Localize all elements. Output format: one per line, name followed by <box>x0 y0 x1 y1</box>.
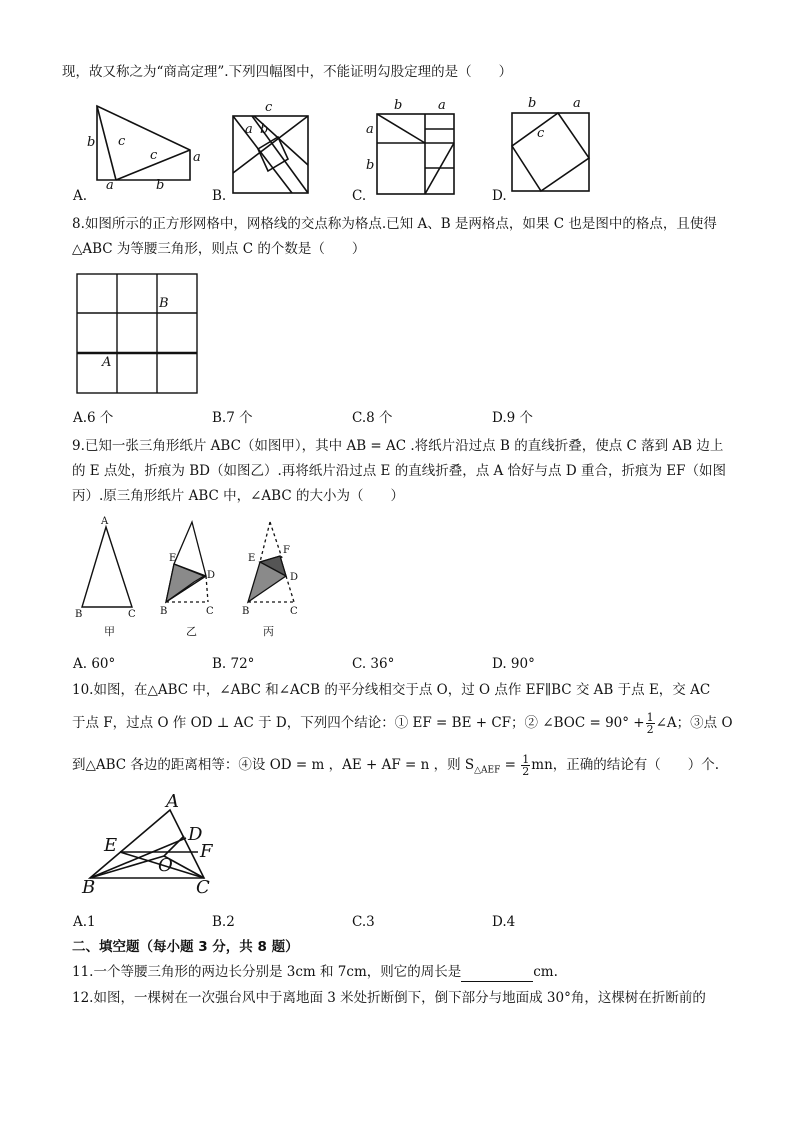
q8-option-b[interactable]: B.7 个 <box>212 410 253 426</box>
q7-option-a[interactable]: A. <box>73 188 88 204</box>
q9-fig3-f: F <box>283 545 290 556</box>
fig-d-label-c: c <box>537 126 545 141</box>
fig-a-label-c2: c <box>150 148 158 163</box>
fig-c-label-a2: a <box>366 122 374 137</box>
fig-b-label-b: b <box>260 122 269 137</box>
fig-c-label-b: b <box>394 98 403 113</box>
q9-fig1-caption: 甲 <box>104 625 115 638</box>
fig-c-label-b2: b <box>366 158 375 173</box>
q7-figure-d <box>511 112 593 194</box>
q9-fig2-e: E <box>169 553 177 564</box>
q9-option-d[interactable]: D. 90° <box>492 656 535 672</box>
q9-fig1-c: C <box>128 609 136 620</box>
q9-fig3-d: D <box>290 572 299 583</box>
q10-line-3: 到△ABC 各边的距离相等：④设 OD = m ，AE + AF = n ，则 $S_{\triangle AEF}$ = $\frac{1}{2}$ mn，正确的结论有（ ）个. <box>72 753 720 778</box>
q10-label-f: F <box>200 841 213 862</box>
q7-intro: 现，故又称之为“商高定理”.下列四幅图中，不能证明勾股定理的是（ ） <box>62 64 513 80</box>
q8-grid-figure <box>76 273 200 395</box>
q10-label-e: E <box>104 835 118 856</box>
q8-option-a[interactable]: A.6 个 <box>73 410 114 426</box>
q9-line-3: 丙）.原三角形纸片 ABC 中，∠ABC 的大小为（ ） <box>72 488 404 504</box>
q9-fig3-b: B <box>242 606 250 617</box>
q10-label-b: B <box>82 877 96 898</box>
fig-a-label-b: b <box>87 135 96 150</box>
q9-fig2-c: C <box>206 606 214 617</box>
fig-c-label-a: a <box>438 98 446 113</box>
fig-a-label-a1: a <box>193 150 201 165</box>
q9-fig3-c: C <box>290 606 298 617</box>
q11-answer-blank[interactable] <box>461 967 533 982</box>
fig-d-label-b: b <box>528 96 537 111</box>
q9-fig3-caption: 丙 <box>263 625 274 638</box>
q9-option-a[interactable]: A. 60° <box>73 656 116 672</box>
q9-line-1: 9.已知一张三角形纸片 ABC（如图甲），其中 AB = AC .将纸片沿过点 B 的直线折叠，使点 C 落到 AB 边上 <box>72 438 724 454</box>
fig-a-label-c1: c <box>118 134 126 149</box>
q10-option-d[interactable]: D.4 <box>492 914 516 930</box>
q10-label-c: C <box>196 877 210 898</box>
q10-option-b[interactable]: B.2 <box>212 914 235 930</box>
q10-line-2: 于点 F，过点 O 作 OD ⊥ AC 于 D，下列四个结论：① EF = BE + CF；② ∠BOC = 90° + $\frac{1}{2}$ ∠A；③点 O <box>72 711 733 736</box>
fig-a-label-a2: a <box>106 178 114 193</box>
q9-option-c[interactable]: C. 36° <box>352 656 395 672</box>
q10-line-1: 10.如图，在△ABC 中，∠ABC 和∠ACB 的平分线相交于点 O，过 O 点作 EF∥BC 交 AB 于点 E，交 AC <box>72 682 711 698</box>
q7-figure-b <box>232 115 312 195</box>
q9-fig1-b: B <box>75 609 83 620</box>
q7-figure-c <box>376 113 461 198</box>
fig-b-label-a: a <box>245 122 253 137</box>
q11-line: 11.一个等腰三角形的两边长分别是 3cm 和 7cm，则它的周长是 cm. <box>72 964 558 980</box>
q7-option-c[interactable]: C. <box>352 188 367 204</box>
q9-fig2-b: B <box>160 606 168 617</box>
q8-point-a: A <box>102 355 112 370</box>
q9-fig3-e: E <box>248 553 256 564</box>
q10-option-a[interactable]: A.1 <box>73 914 96 930</box>
q10-label-o: O <box>158 855 173 876</box>
q9-fig2-d: D <box>207 570 216 581</box>
q8-option-c[interactable]: C.8 个 <box>352 410 393 426</box>
q12-line: 12.如图，一棵树在一次强台风中于离地面 3 米处折断倒下，倒下部分与地面成 30°角，这棵树在折断前的 <box>72 990 706 1006</box>
q9-fig1-a: A <box>101 516 109 527</box>
q7-figure-a <box>80 100 210 190</box>
q9-fig2-caption: 乙 <box>186 625 197 638</box>
fig-d-label-a: a <box>573 96 581 111</box>
q7-option-d[interactable]: D. <box>492 188 507 204</box>
q10-half-fraction: $\frac{1}{2}$ <box>646 711 654 736</box>
q8-point-b: B <box>159 296 169 311</box>
q10-option-c[interactable]: C.3 <box>352 914 375 930</box>
q10-area-fraction: $\frac{1}{2}$ <box>522 753 530 778</box>
section-2-heading: 二、填空题（每小题 3 分，共 8 题） <box>72 939 299 955</box>
q9-figure-jia <box>74 525 144 609</box>
q8-line-1: 8.如图所示的正方形网格中，网格线的交点称为格点.已知 A、B 是两格点，如果 C 也是图中的格点，且使得 <box>72 216 717 232</box>
q8-option-d[interactable]: D.9 个 <box>492 410 534 426</box>
fig-a-label-b2: b <box>156 178 165 193</box>
q9-option-b[interactable]: B. 72° <box>212 656 255 672</box>
q9-line-2: 的 E 点处，折痕为 BD（如图乙）.再将纸片沿过点 E 的直线折叠，点 A 恰好与点 D 重合，折痕为 EF（如图 <box>72 463 726 479</box>
q8-line-2: △ABC 为等腰三角形，则点 C 的个数是（ ） <box>72 241 366 257</box>
q10-label-d: D <box>188 824 203 845</box>
fig-b-label-c: c <box>265 100 273 115</box>
q10-label-a: A <box>166 791 179 812</box>
q7-option-b[interactable]: B. <box>212 188 227 204</box>
